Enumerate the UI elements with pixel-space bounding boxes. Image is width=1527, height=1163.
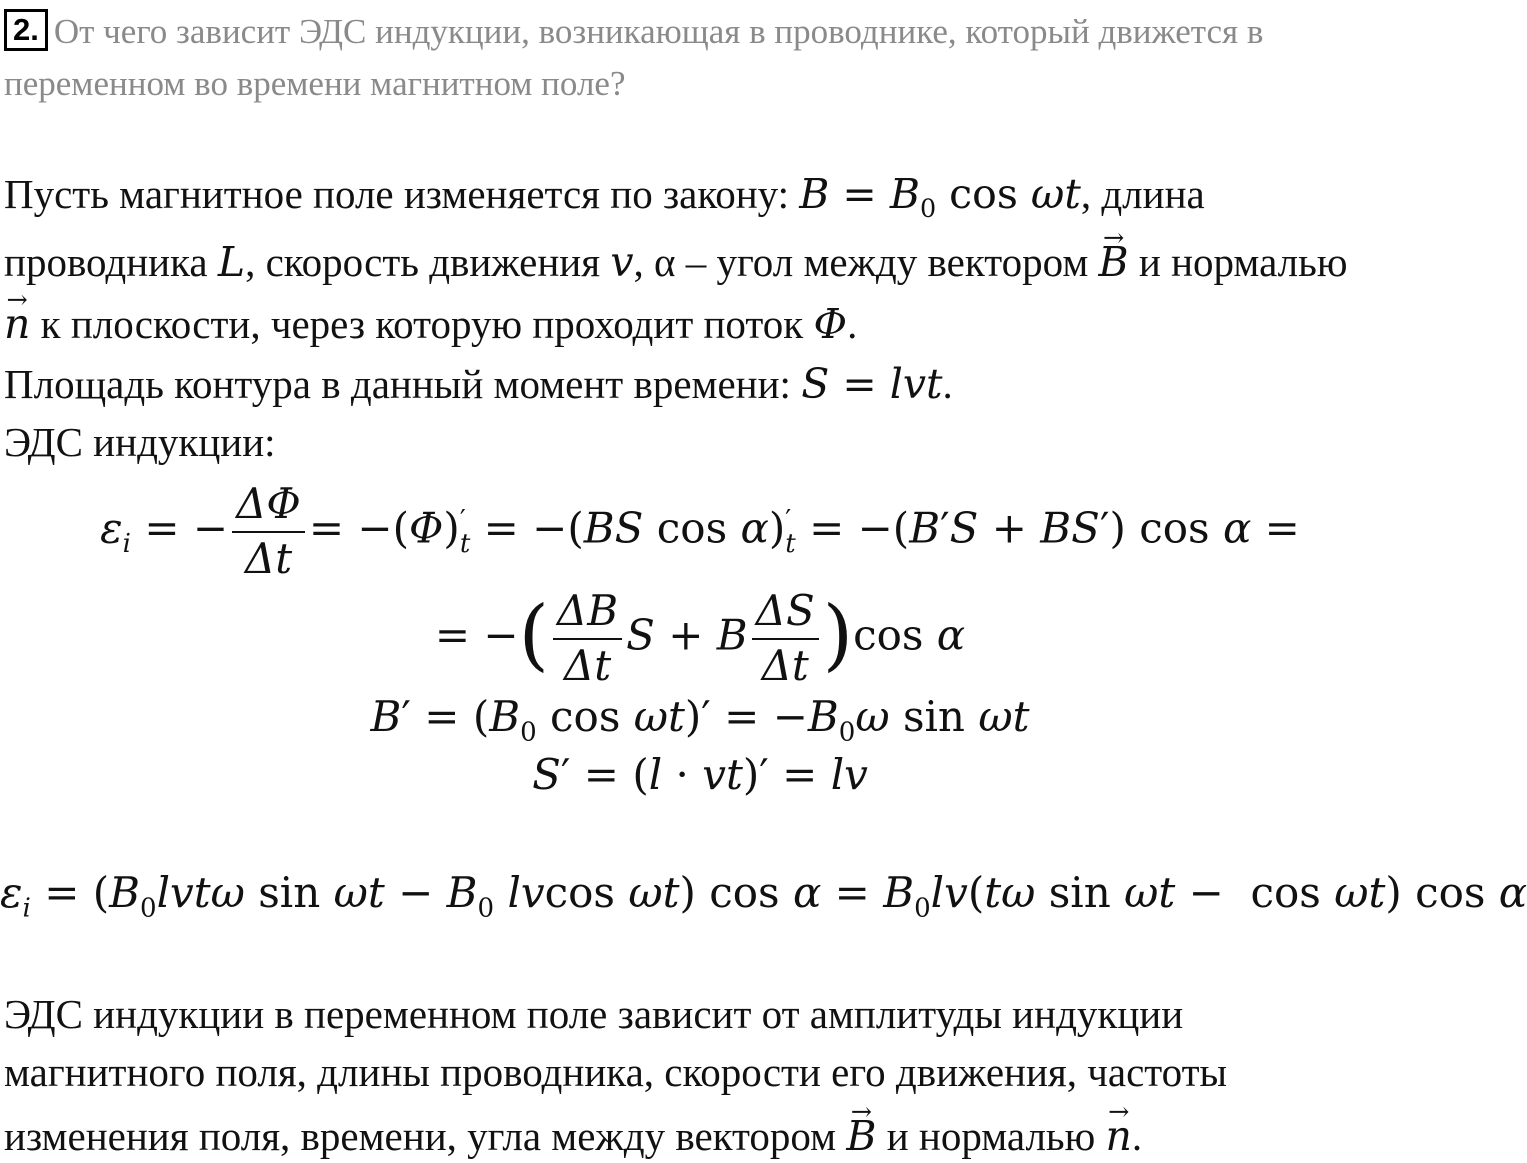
conclusion-line-3: изменения поля, времени, угла между вектором → B и нормалью → n. bbox=[4, 1112, 1142, 1160]
solution-line-4: Площадь контура в данный момент времени: S = lvt. bbox=[4, 360, 953, 408]
formula-area: S = lvt bbox=[801, 360, 943, 408]
formula-emf-derivation-2: = −( $\frac{\Delta B}{\Delta t}$ S + B $\frac{\Delta S}{\Delta t}$ )cos α bbox=[434, 586, 966, 690]
conclusion-line-2: магнитного поля, длины проводника, скорости его движения, частоты bbox=[4, 1049, 1228, 1095]
vector-b: → B bbox=[1099, 238, 1129, 286]
question bbox=[4, 6, 1396, 110]
solution-line-3: → n к плоскости, через которую проходит поток Φ. bbox=[4, 300, 857, 348]
conclusion-line-1: ЭДС индукции в переменном поле зависит от амплитуды индукции bbox=[4, 991, 1184, 1037]
vector-n: → n bbox=[1106, 1112, 1132, 1160]
vector-n: → n bbox=[4, 300, 30, 348]
solution-line-1: Пусть магнитное поле изменяется по закону: $B = B_0$ cos ωt, длина bbox=[4, 170, 1205, 224]
solution-line-5: ЭДС индукции: bbox=[4, 419, 276, 465]
formula-s-derivative: S′ = (l · vt)′ = lv bbox=[532, 750, 868, 799]
vector-b: → B bbox=[846, 1112, 876, 1160]
solution-line-2: проводника L, скорость движения v, α – угол между вектором → B и нормалью bbox=[4, 238, 1347, 286]
formula-emf-result: $\varepsilon_i = (B_0lvt\omega$ $\sin \omega t - B_0$ lvcos ωt) $\cos \alpha = B_0lv(t\omega$ sin ωt − cos ωt) cos α bbox=[0, 868, 1527, 924]
formula-field-law: $B = B_0$ cos ωt bbox=[799, 170, 1081, 224]
formula-emf-derivation-1: $\varepsilon_i$ = − $\frac{\Delta\Phi}{\Delta t}$ = −(Φ) ′ t = −(BS cos α) ′ t = −(B′S + BS′) cos α = bbox=[100, 479, 1300, 583]
question-text: От чего зависит ЭДС индукции, возникающая в проводнике, который движется в переменном во времени магнитном поле? bbox=[4, 12, 1264, 103]
formula-b-derivative: $B' = (B_0$ $\cos \omega t)' = -B_0\omega$ sin ωt bbox=[370, 692, 1030, 748]
question-number: 2. bbox=[4, 9, 48, 51]
